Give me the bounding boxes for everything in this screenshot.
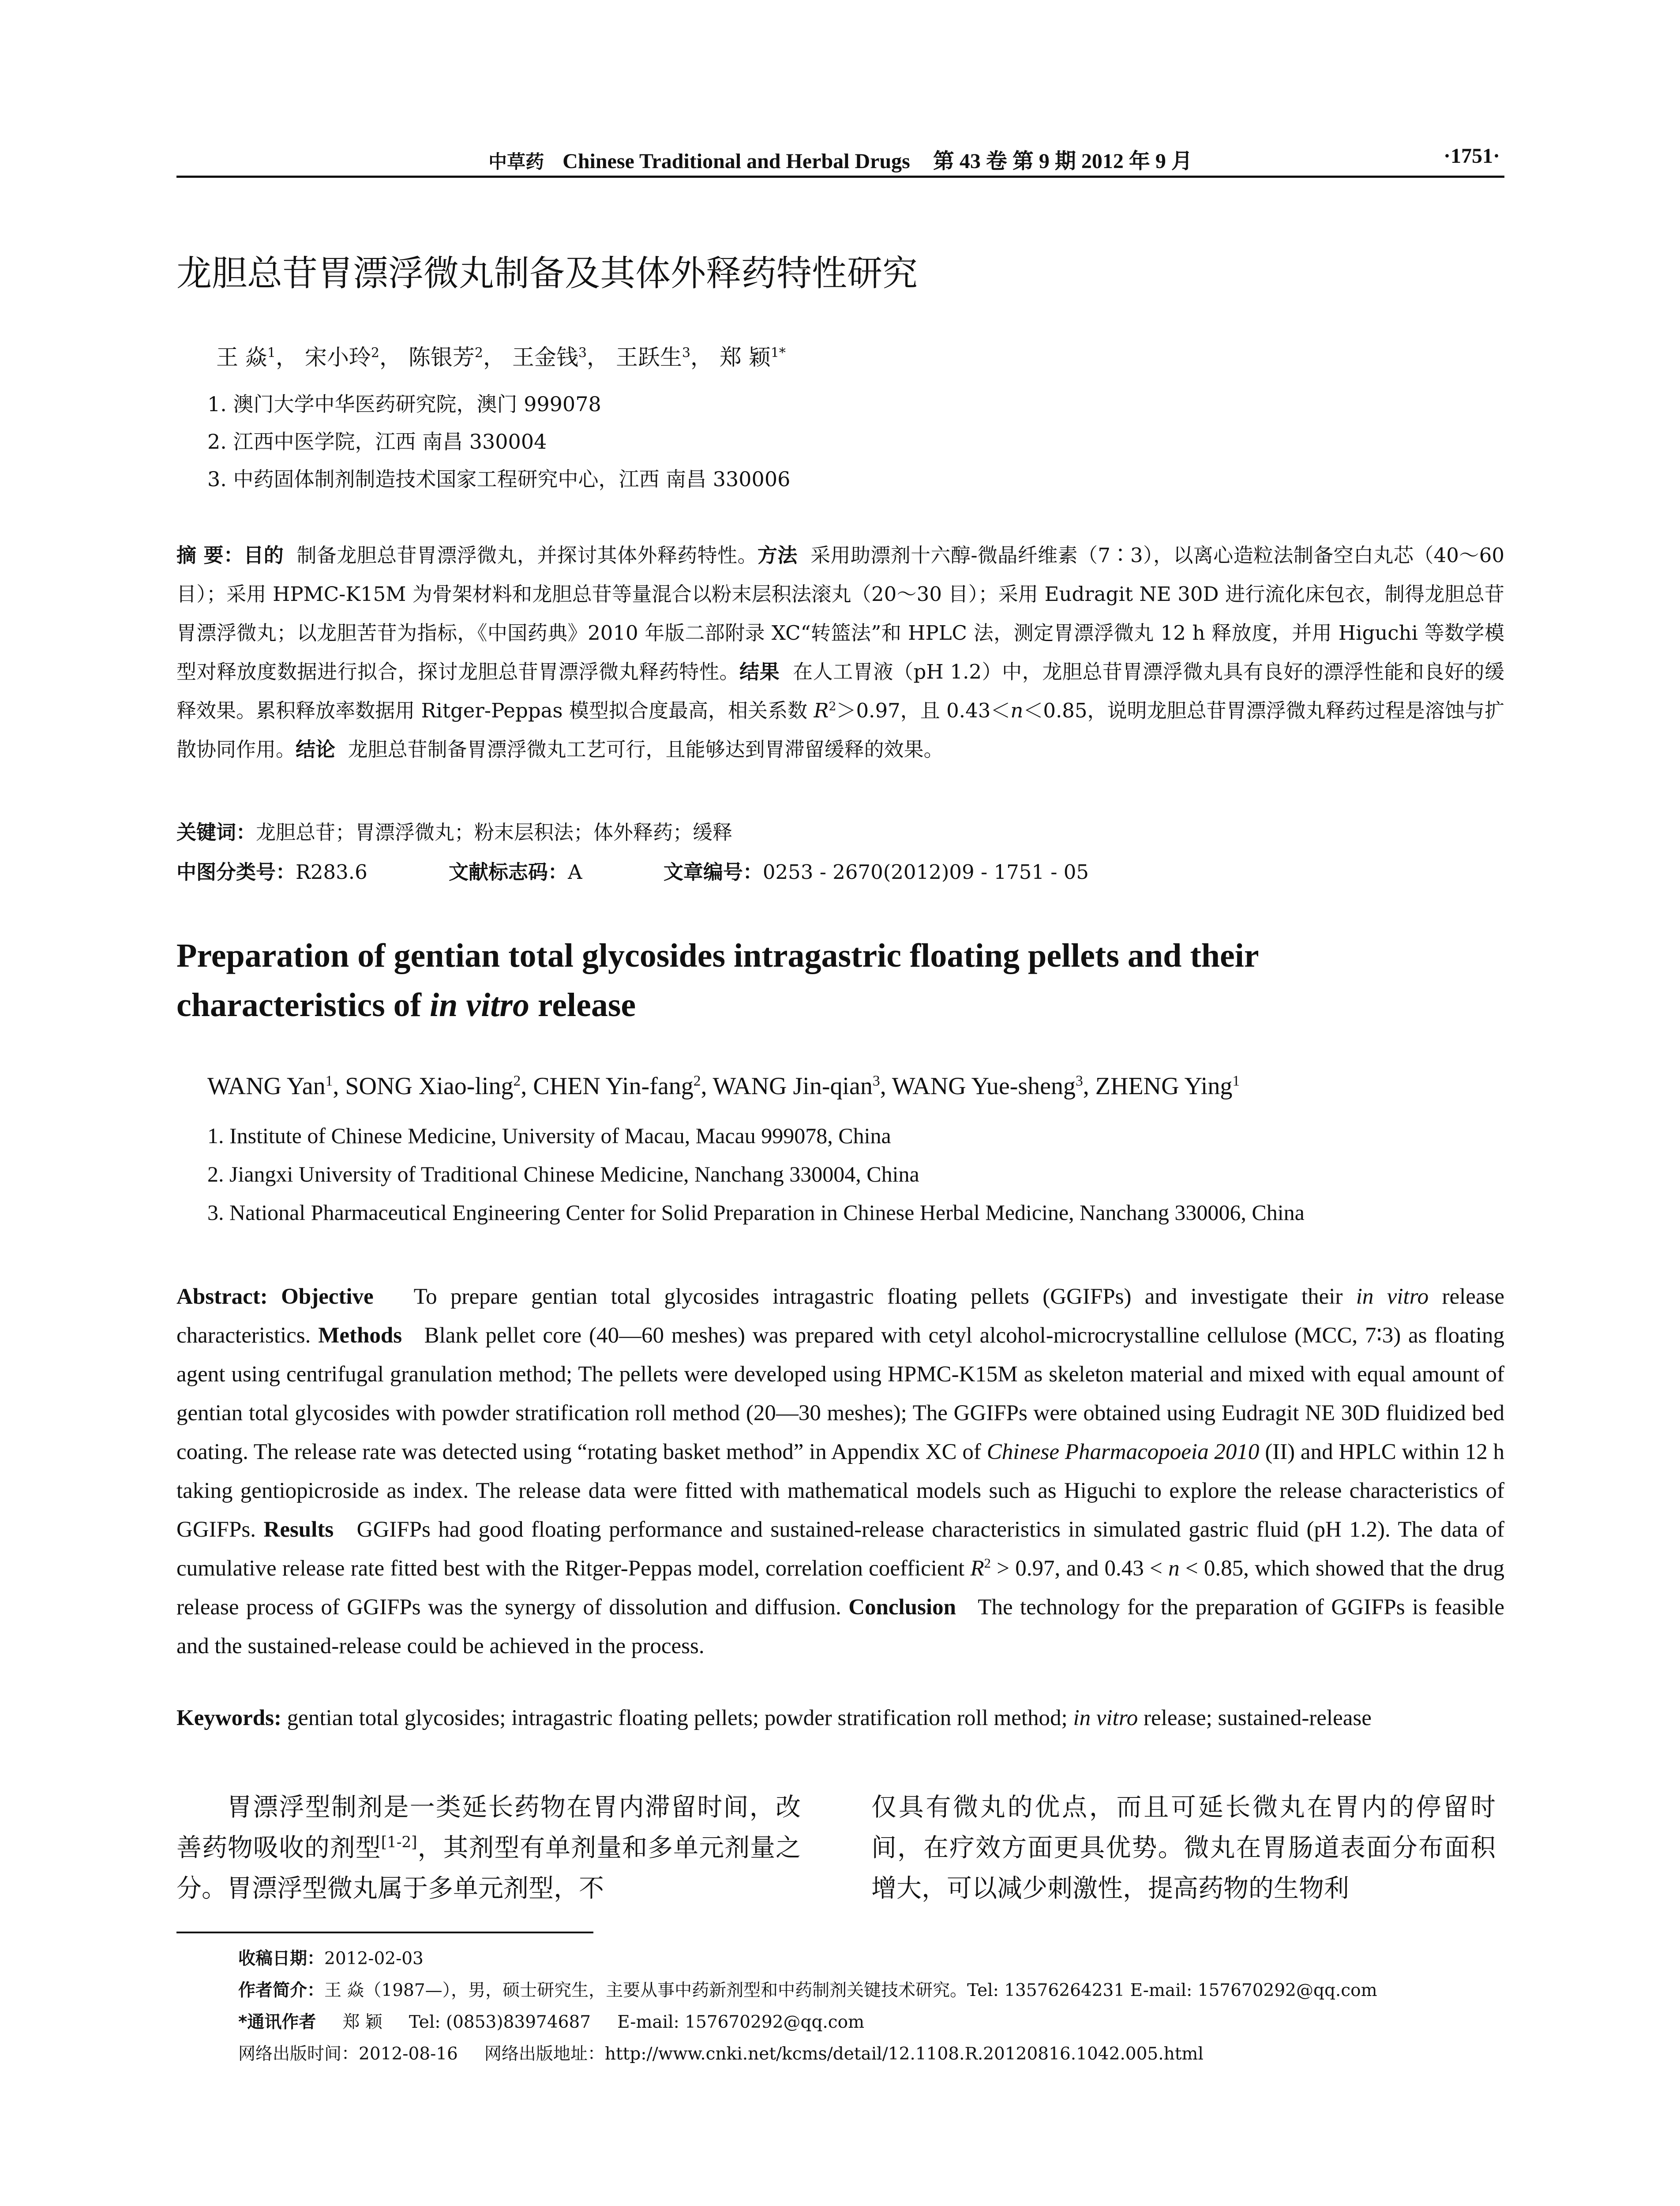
objective-label: 目的: [244, 544, 284, 567]
author-name: SONG Xiao-ling: [345, 1073, 514, 1100]
objective-text: release characteristics.: [176, 1284, 1505, 1348]
conclusion-label: 结论: [296, 738, 336, 761]
results-text: 在人工胃液（pH 1.2）中，龙胆总苷胃漂浮微丸具有良好的漂浮性能和良好的缓释效果。累积释放率数据用 Ritger-Peppas 模型拟合度最高，相关系数: [176, 660, 1504, 722]
corresponding-tel: Tel: (0853)83974687: [409, 2012, 591, 2032]
author-affiliation-mark: 2: [513, 1073, 521, 1089]
body-text: 胃漂浮型制剂是一类延长药物在胃内滞留时间，改善药物吸收的剂型: [176, 1793, 801, 1862]
chinese-affiliation: 2. 江西中医学院，江西 南昌 330004: [207, 430, 547, 454]
author-name: CHEN Yin-fang: [533, 1073, 694, 1100]
page-number: ·1751·: [1443, 144, 1500, 168]
english-title-line: release: [529, 987, 636, 1024]
online-url: http://www.cnki.net/kcms/detail/12.1108.R.20120816.1042.005.html: [604, 2044, 1204, 2064]
body-text: 仅具有微丸的优点，而且可延长微丸在胃内的停留时间，在疗效方面更具优势。微丸在胃肠道表面分布面积增大，可以减少刺激性，提高药物的生物利: [871, 1793, 1496, 1903]
footnote-online: [238, 2040, 1204, 2065]
conclusion-text: 龙胆总苷制备胃漂浮微丸工艺可行，且能够达到胃滞留缓释的效果。: [348, 738, 944, 761]
results-text: ＜0.85，说明龙胆总苷胃漂浮微丸释药过程是溶蚀与扩散协同作用。: [176, 699, 1504, 761]
english-affiliation: 3. National Pharmaceutical Engineering Center for Solid Preparation in Chinese Herbal Medicine, Nanchang 330006, China: [207, 1200, 1305, 1225]
author-affiliation-mark: 1: [267, 345, 276, 361]
n-symbol: n: [1010, 699, 1024, 722]
author-affiliation-mark: 3: [872, 1073, 880, 1089]
methods-italic: Chinese Pharmacopoeia 2010: [986, 1440, 1260, 1464]
footnote-author: [238, 1977, 1377, 2001]
corresponding-email: E-mail: 157670292@qq.com: [617, 2012, 865, 2032]
journal-issue: 第 43 卷 第 9 期 2012 年 9 月: [933, 150, 1192, 173]
header-journal: [176, 144, 1504, 174]
author-affiliation-mark: 2: [371, 345, 379, 361]
footnote-received: [238, 1945, 424, 1970]
author-name: WANG Jin-qian: [712, 1073, 873, 1100]
author-affiliation-mark: 2: [693, 1073, 701, 1089]
objective-text: To prepare gentian total glycosides intragastric floating pellets (GGIFPs) and investigate their: [413, 1284, 1356, 1309]
received-date: 2012-02-03: [324, 1949, 424, 1969]
author-intro-label: 作者简介：: [238, 1981, 325, 2000]
doc-code-value: A: [568, 860, 582, 884]
methods-label: Methods: [318, 1323, 402, 1348]
keywords-italic: in vitro: [1073, 1706, 1138, 1730]
keywords-label: 关键词：: [176, 821, 256, 844]
english-title: [176, 931, 1504, 1030]
author-name: 王跃生: [615, 345, 682, 370]
r-superscript: 2: [829, 700, 836, 713]
author-affiliation-mark: 3: [1075, 1073, 1083, 1089]
running-header: [176, 140, 1504, 178]
keywords-label: Keywords:: [176, 1706, 281, 1730]
author-affiliation-mark: 2: [474, 345, 483, 361]
doc-code-label: 文献标志码：: [449, 860, 568, 884]
methods-text: 采用助漂剂十六醇-微晶纤维素（7∶3），以离心造粒法制备空白丸芯（40～60 目）；采用 HPMC-K15M 为骨架材料和龙胆总苷等量混合以粉末层积法滚丸（20～30 目）；采用 Eudragit NE 30D 进行流化床包衣，制得龙胆总苷胃漂浮微丸；以龙胆苦苷为指标，《中国药典》2010 年版二部附录 XC“转篮法”和 HPLC 法，测定胃漂浮微丸 12 h 释放度，并用 Higuchi 等数学模型对释放度数据进行拟合，探讨龙胆总苷胃漂浮微丸释药特性。: [176, 544, 1504, 683]
footnote-corresponding: [238, 2008, 864, 2033]
journal-name-en: Chinese Traditional and Herbal Drugs: [562, 150, 910, 173]
n-symbol: n: [1168, 1556, 1180, 1581]
author-name: 王 焱: [216, 345, 267, 370]
keywords-text: release; sustained-release: [1138, 1706, 1372, 1730]
author-name: 宋小玲: [304, 345, 371, 370]
chinese-abstract: [176, 536, 1504, 769]
results-text: < 0.85, which showed that the drug release process of GGIFPs was the synergy of dissolution and diffusion.: [176, 1556, 1504, 1620]
citation-ref: [1-2]: [381, 1834, 417, 1851]
results-label: Results: [263, 1517, 334, 1542]
english-abstract: [176, 1277, 1504, 1666]
keywords-text: 龙胆总苷；胃漂浮微丸；粉末层积法；体外释药；缓释: [256, 821, 733, 844]
clc-value: R283.6: [296, 860, 368, 884]
english-affiliation: 1. Institute of Chinese Medicine, University of Macau, Macau 999078, China: [207, 1123, 891, 1148]
author-affiliation-mark: 1*: [770, 345, 786, 361]
author-name: 王金钱: [512, 345, 578, 370]
conclusion-text: The technology for the preparation of GGIFPs is feasible and the sustained-release could be achieved in the process.: [176, 1595, 1505, 1658]
r-superscript: 2: [984, 1556, 991, 1571]
chinese-affiliation: 1. 澳门大学中华医药研究院，澳门 999078: [207, 392, 601, 416]
english-affiliation: 2. Jiangxi University of Traditional Chinese Medicine, Nanchang 330004, China: [207, 1162, 919, 1186]
article-no-label: 文章编号：: [663, 860, 763, 884]
online-time: 2012-08-16: [359, 2044, 458, 2064]
chinese-authors: 王 焱$^1$， 宋小玲$^2$， 陈银芳$^2$， 王金钱$^3$， 王跃生$^3$， 郑 颖$^{1*}$: [216, 345, 786, 370]
author-name: WANG Yue-sheng: [892, 1073, 1076, 1100]
body-column-right: [871, 1787, 1496, 1909]
online-time-label: 网络出版时间：: [238, 2044, 359, 2064]
english-title-line: Preparation of gentian total glycosides intragastric floating pellets and their: [176, 937, 1259, 974]
methods-label: 方法: [757, 544, 798, 567]
methods-text: (II) and HPLC within 12 h taking gentiopicroside as index. The release data were fitted with mathematical models such as Higuchi to explore the release characteristics of GGIFPs.: [176, 1440, 1504, 1542]
results-label: 结果: [739, 660, 780, 683]
corresponding-name: 郑 颖: [342, 2012, 382, 2032]
chinese-keywords: [176, 816, 732, 845]
corresponding-label: *通讯作者: [238, 2012, 316, 2032]
classification-line: [176, 856, 1089, 885]
results-text: GGIFPs had good floating performance and sustained-release characteristics in simulated gastric fluid (pH 1.2). The data of cumulative release rate fitted best with the Ritger-Peppas model, correlation coefficient: [176, 1517, 1505, 1581]
author-affiliation-mark: 3: [682, 345, 690, 361]
english-authors: WANG Yan$^1$, SONG Xiao-ling$^2$, CHEN Yin-fang$^2$, WANG Jin-qian$^3$, WANG Yue-sheng$^3$, ZHENG Ying$^1$: [207, 1073, 1240, 1100]
objective-italic: in vitro: [1356, 1284, 1429, 1309]
english-title-line: characteristics of: [176, 987, 430, 1024]
author-name: 陈银芳: [408, 345, 475, 370]
r-symbol: R: [814, 699, 829, 722]
author-affiliation-mark: 1: [325, 1073, 333, 1089]
abstract-label: 摘 要：: [176, 544, 244, 567]
r-symbol: R: [970, 1556, 984, 1581]
conclusion-label: Conclusion: [848, 1595, 956, 1620]
author-affiliation-mark: 1: [1232, 1073, 1240, 1089]
body-text: ，其剂型有单剂量和多单元剂量之分。胃漂浮型微丸属于多单元剂型，不: [176, 1833, 801, 1903]
article-no-value: 0253 - 2670(2012)09 - 1751 - 05: [762, 860, 1089, 884]
online-url-label: 网络出版地址：: [484, 2044, 605, 2064]
keywords-text: gentian total glycosides; intragastric floating pellets; powder stratification roll method;: [287, 1706, 1073, 1730]
objective-text: 制备龙胆总苷胃漂浮微丸，并探讨其体外释药特性。: [296, 544, 758, 567]
results-text: > 0.97, and 0.43 <: [990, 1556, 1169, 1581]
abstract-label: Abstract: Objective: [176, 1284, 374, 1309]
author-name: WANG Yan: [207, 1073, 326, 1100]
footnote-divider: [176, 1932, 593, 1933]
journal-name-cn: 中草药: [488, 151, 544, 173]
author-affiliation-mark: 3: [578, 345, 587, 361]
body-column-left: [176, 1787, 801, 1909]
methods-text: Blank pellet core (40—60 meshes) was prepared with cetyl alcohol-microcrystalline cellulose (MCC, 7∶3) as floating agent using centrifugal granulation method; The pellets were developed using HPMC-K15M as skeleton material and mixed with equal amount of gentian total glycosides with powder stratification roll method (20—30 meshes); The GGIFPs were obtained using Eudragit NE 30D fluidized bed coating. The release rate was detected using “rotating basket method” in Appendix XC of: [176, 1323, 1504, 1464]
author-intro-text: 王 焱（1987—），男，硕士研究生，主要从事中药新剂型和中药制剂关键技术研究。Tel: 13576264231 E-mail: 157670292@qq.com: [324, 1981, 1377, 2000]
author-name: 郑 颖: [719, 345, 771, 370]
clc-label: 中图分类号：: [176, 860, 296, 884]
results-text: ＞0.97，且 0.43＜: [836, 699, 1011, 722]
author-name: ZHENG Ying: [1095, 1073, 1233, 1100]
chinese-affiliation: 3. 中药固体制剂制造技术国家工程研究中心，江西 南昌 330006: [207, 467, 791, 491]
received-label: 收稿日期：: [238, 1949, 325, 1969]
chinese-title: 龙胆总苷胃漂浮微丸制备及其体外释药特性研究: [176, 253, 918, 294]
english-keywords: [176, 1705, 1504, 1731]
english-title-italic: in vitro: [429, 987, 529, 1024]
